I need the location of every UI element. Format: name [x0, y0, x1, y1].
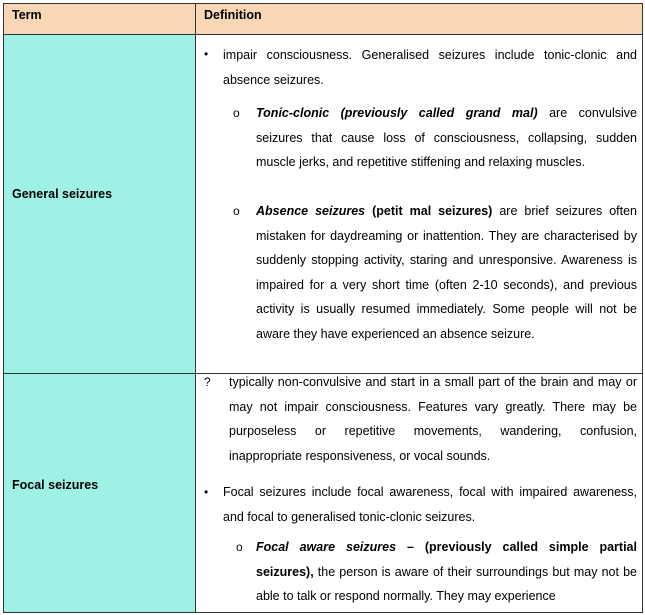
- definitions-table: [3, 3, 643, 613]
- absence-label-extra: (petit mal seizures): [365, 204, 493, 218]
- bullet-dot: •: [204, 47, 209, 61]
- tonic-clonic-label: Tonic-clonic (previously called grand mal): [256, 106, 538, 120]
- focal-aware-label-extra: – (previously called simple partial seizures),: [256, 540, 637, 579]
- absence-text: are brief seizures often mistaken for daydreaming or inattention. They are characterised by suddenly stopping activity, staring and unresponsive. Awareness is impaired for a very short time (often 2-10 seconds), and previous activity is usually resumed immediately. Some people will not be aware they have experienced an absence seizure.: [256, 204, 638, 341]
- focal-aware-text: the person is aware of their surroundings but may not be able to talk or respond normally. They may experience: [256, 564, 637, 603]
- unknown-bullet: ?: [204, 375, 211, 389]
- focal-types-text: Focal seizures include focal awareness, focal with impaired awareness, and focal to generalised tonic-clonic seizures.: [223, 485, 637, 524]
- sub-bullet: o: [233, 106, 240, 120]
- header-term-cell: [4, 4, 195, 34]
- term-cell-focal: [4, 374, 195, 612]
- sub-bullet: o: [236, 540, 243, 554]
- tonic-clonic-text: are convulsive seizures that cause loss of consciousness, collapsing, sudden muscle jerks, and repetitive stiffening and relaxing muscles.: [256, 106, 638, 169]
- header-definition-cell: [196, 4, 642, 34]
- tonic-clonic-item: [256, 101, 637, 175]
- term-general-seizures: General seizures: [12, 187, 113, 201]
- focal-aware-item: [256, 535, 637, 609]
- focal-aware-label: Focal aware seizures: [256, 540, 397, 554]
- header-definition-label: Definition: [204, 8, 262, 22]
- absence-item: [256, 199, 637, 346]
- absence-label: Absence seizures: [256, 204, 366, 218]
- column-divider: [195, 4, 196, 612]
- general-intro-text: impair consciousness. Generalised seizures include tonic-clonic and absence seizures.: [223, 48, 637, 87]
- header-term-label: Term: [12, 8, 42, 22]
- sub-bullet: o: [233, 204, 240, 218]
- focal-intro-text: typically non-convulsive and start in a small part of the brain and may or may not impair consciousness. Features vary greatly. There may be purposeless or repetitive movements, wandering, confusion, inappropriate responsiveness, or vocal sounds.: [229, 375, 637, 463]
- bullet-dot: •: [204, 485, 209, 499]
- term-focal-seizures: Focal seizures: [12, 478, 99, 492]
- term-cell-general: [4, 35, 195, 373]
